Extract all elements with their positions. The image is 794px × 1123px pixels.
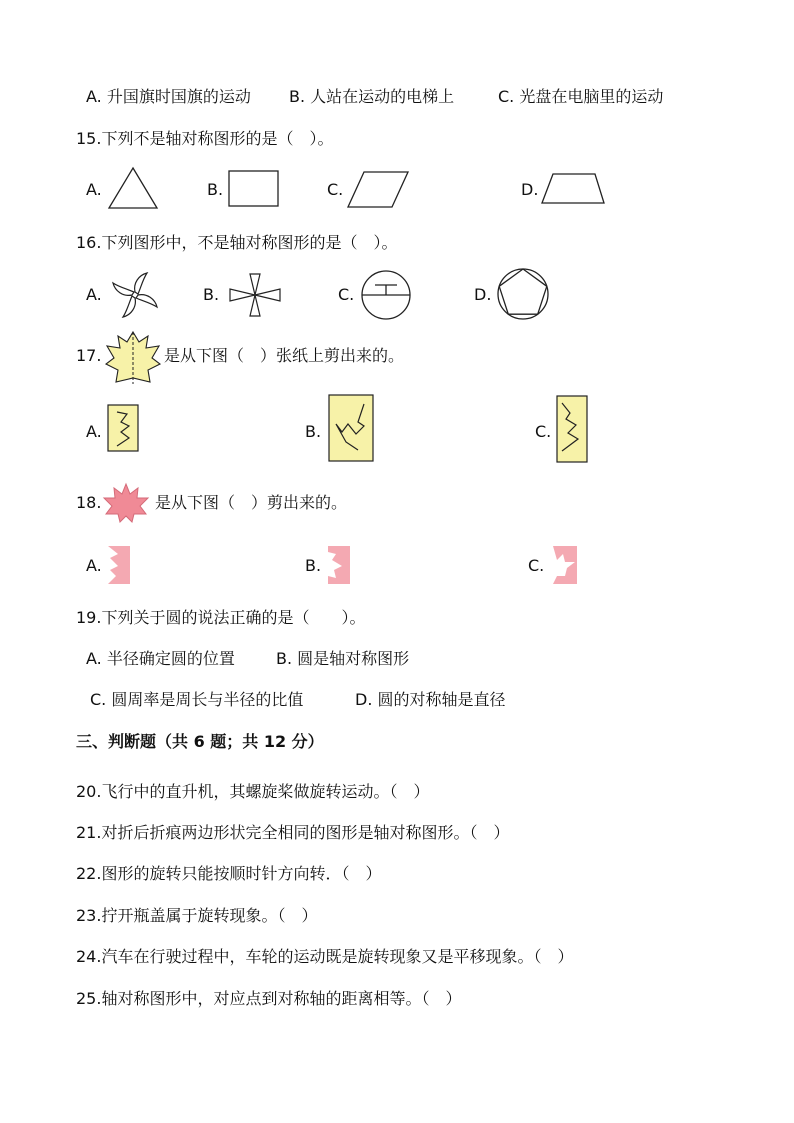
q17-stem: 是从下图（ ）张纸上剪出来的。 bbox=[164, 346, 405, 365]
q16-label-c: C. bbox=[338, 285, 355, 304]
q15-label-b: B. bbox=[207, 180, 224, 199]
cut-leaf-icon bbox=[104, 330, 162, 386]
q18-label-a: A. bbox=[86, 556, 102, 575]
q15-stem: 15.下列不是轴对称图形的是（ ）。 bbox=[76, 129, 334, 148]
q19-option-a: A. 半径确定圆的位置 bbox=[86, 649, 235, 668]
q15-label-d: D. bbox=[521, 180, 539, 199]
judgement-item-24: 24.汽车在行驶过程中，车轮的运动既是旋转现象又是平移现象。（ ） bbox=[76, 947, 574, 966]
pink-maple-leaf-icon bbox=[102, 482, 150, 524]
pink-paper-c-icon bbox=[551, 544, 581, 586]
q14-option-a: A. 升国旗时国旗的运动 bbox=[86, 87, 251, 106]
q16-stem: 16.下列图形中，不是轴对称图形的是（ ）。 bbox=[76, 233, 398, 252]
trapezoid-icon bbox=[540, 172, 606, 206]
judgement-item-21: 21.对折后折痕两边形状完全相同的图形是轴对称图形。（ ） bbox=[76, 823, 510, 842]
q14-option-c: C. 光盘在电脑里的运动 bbox=[498, 87, 664, 106]
triangle-icon bbox=[106, 165, 160, 211]
judgement-item-23: 23.拧开瓶盖属于旋转现象。（ ） bbox=[76, 906, 318, 925]
q16-label-a: A. bbox=[86, 285, 102, 304]
q17-number: 17. bbox=[76, 346, 102, 365]
circle-symbol-icon bbox=[359, 268, 413, 322]
q16-label-b: B. bbox=[203, 285, 220, 304]
folded-paper-b-icon bbox=[328, 394, 374, 462]
parallelogram-icon bbox=[346, 170, 410, 210]
q14-option-b: B. 人站在运动的电梯上 bbox=[289, 87, 455, 106]
q19-option-b: B. 圆是轴对称图形 bbox=[276, 649, 410, 668]
q15-label-a: A. bbox=[86, 180, 102, 199]
pink-paper-a-icon bbox=[106, 544, 134, 586]
q15-label-c: C. bbox=[327, 180, 344, 199]
q17-label-b: B. bbox=[305, 422, 322, 441]
q18-label-c: C. bbox=[528, 556, 545, 575]
q16-label-d: D. bbox=[474, 285, 492, 304]
judgement-item-25: 25.轴对称图形中，对应点到对称轴的距离相等。（ ） bbox=[76, 989, 462, 1008]
q19-stem: 19.下列关于圆的说法正确的是（ ）。 bbox=[76, 608, 366, 627]
section-three-title: 三、判断题（共 6 题；共 12 分） bbox=[76, 732, 324, 751]
q19-option-c: C. 圆周率是周长与半径的比值 bbox=[90, 690, 304, 709]
judgement-item-22: 22.图形的旋转只能按顺时针方向转．（ ） bbox=[76, 864, 382, 883]
rectangle-icon bbox=[228, 170, 280, 208]
pentagon-in-circle-icon bbox=[495, 266, 551, 322]
pinwheel-icon bbox=[108, 268, 162, 322]
q18-number: 18. bbox=[76, 493, 102, 512]
propeller-icon bbox=[228, 272, 282, 318]
q18-stem: 是从下图（ ）剪出来的。 bbox=[155, 493, 348, 512]
pink-paper-b-icon bbox=[326, 544, 354, 586]
q18-label-b: B. bbox=[305, 556, 322, 575]
folded-paper-c-icon bbox=[556, 395, 588, 463]
q19-option-d: D. 圆的对称轴是直径 bbox=[355, 690, 506, 709]
folded-paper-a-icon bbox=[107, 404, 139, 452]
q17-label-a: A. bbox=[86, 422, 102, 441]
q17-label-c: C. bbox=[535, 422, 552, 441]
judgement-item-20: 20.飞行中的直升机，其螺旋桨做旋转运动。（ ） bbox=[76, 782, 430, 801]
